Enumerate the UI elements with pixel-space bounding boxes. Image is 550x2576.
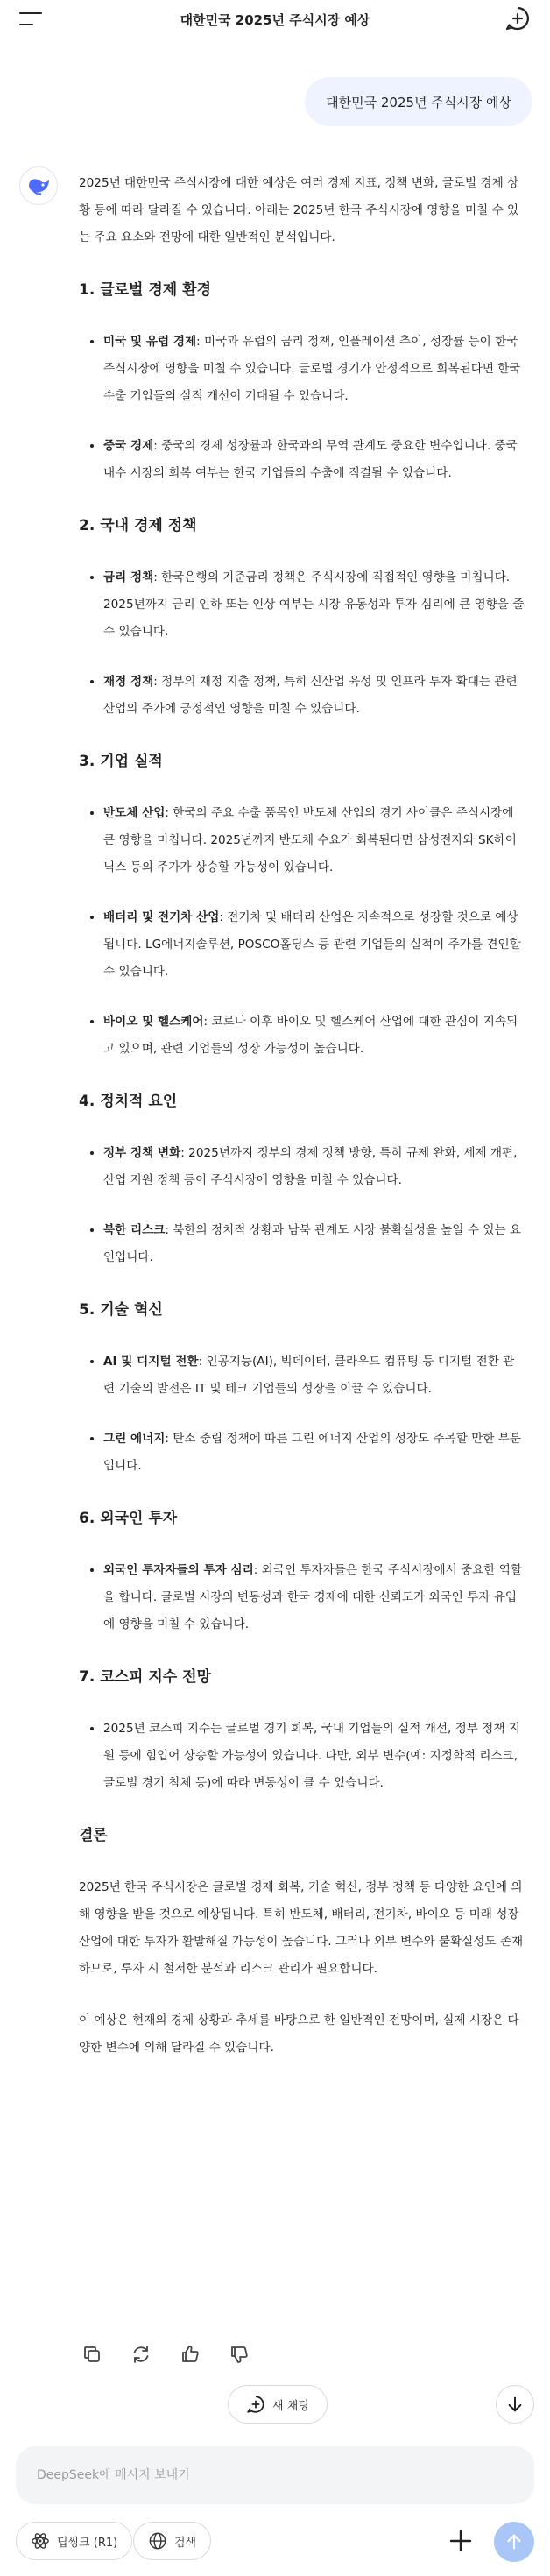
item-text: : 한국은행의 기준금리 정책은 주식시장에 직접적인 영향을 미칩니다. 2025년까지 금리 인하 또는 인상 여부는 시장 유동성과 투자 심리에 큰 영향을 줄 수 있습니다. — [103, 570, 525, 639]
item-text: : 한국의 주요 수출 품목인 반도체 산업의 경기 사이클은 주식시장에 큰 영향을 미칩니다. 2025년까지 반도체 수요가 회복된다면 삼성전자와 SK하이닉스 등의 주가가 상승할 가능성이 있습니다. — [103, 806, 517, 874]
composer-toolbar — [0, 2515, 550, 2567]
item-term: 배터리 및 전기차 산업 — [103, 910, 220, 924]
item-term: AI 및 디지털 전환 — [103, 1355, 199, 1369]
bullet-list — [79, 1140, 525, 1271]
attach-plus-icon[interactable] — [447, 2527, 475, 2555]
section-heading: 6. 외국인 투자 — [79, 1510, 178, 1527]
list-item — [103, 1217, 525, 1271]
arrow-up-icon — [504, 2532, 524, 2551]
list-item — [103, 1140, 525, 1194]
section-heading: 7. 코스피 지수 전망 — [79, 1668, 211, 1686]
list-item — [103, 433, 525, 487]
new-chat-icon[interactable] — [504, 5, 531, 32]
item-text: : 정부의 재정 지출 정책, 특히 신산업 육성 및 인프라 투자 확대는 관련 산업의 주가에 긍정적인 영향을 미칠 수 있습니다. — [103, 675, 518, 716]
item-text: : 전기차 및 배터리 산업은 지속적으로 성장할 것으로 예상됩니다. LG에너지솔루션, POSCO홀딩스 등 관련 기업들의 실적이 주가를 견인할 수 있습니다. — [103, 910, 521, 979]
top-bar — [0, 0, 550, 39]
item-text: : 2025년까지 정부의 경제 정책 방향, 특히 규제 완화, 세제 개편, 산업 지원 정책 등이 주식시장에 영향을 미칠 수 있습니다. — [103, 1146, 518, 1187]
globe-icon — [148, 2531, 167, 2551]
list-item — [103, 1008, 525, 1063]
message-input[interactable] — [35, 2467, 515, 2483]
message-actions — [79, 2341, 252, 2367]
item-text: : 외국인 투자자들은 한국 주식시장에서 중요한 역할을 합니다. 글로벌 시장의 변동성과 한국 경제에 대한 신뢰도가 외국인 투자 유입에 영향을 미칠 수 있습니다. — [103, 1563, 523, 1631]
item-text: : 인공지능(AI), 빅데이터, 클라우드 컴퓨팅 등 디지털 전환 관련 기술의 발전은 IT 및 테크 기업들의 성장을 이끌 수 있습니다. — [103, 1355, 515, 1396]
bullet-list — [79, 329, 525, 487]
regenerate-icon[interactable] — [128, 2341, 154, 2367]
item-term: 북한 리스크 — [103, 1223, 166, 1237]
bullet-list — [79, 1557, 525, 1638]
list-item — [103, 329, 525, 410]
scroll-down-button[interactable] — [496, 2385, 534, 2424]
list-item — [103, 1426, 525, 1480]
answer-intro: 2025년 대한민국 주식시장에 대한 예상은 여러 경제 지표, 정책 변화, 글로벌 경제 상황 등에 따라 달라질 수 있습니다. 아래는 2025년 한국 주식시장에 영향을 미칠 수 있는 주요 요소와 전망에 대한 일반적인 분석입니다. — [79, 176, 519, 244]
disclaimer-paragraph: 이 예상은 현재의 경제 상황과 추세를 바탕으로 한 일반적인 전망이며, 실제 시장은 다양한 변수에 의해 달라질 수 있습니다. — [79, 2013, 519, 2055]
item-term: 그린 에너지 — [103, 1432, 166, 1446]
new-chat-button[interactable] — [228, 2385, 328, 2424]
item-term: 정부 정책 변화 — [103, 1146, 181, 1160]
bullet-list — [79, 564, 525, 723]
deepthink-label: 딥씽크 (R1) — [57, 2536, 118, 2550]
list-item — [103, 669, 525, 723]
new-chat-small-icon — [246, 2395, 265, 2414]
list-item — [103, 1716, 525, 1797]
item-term: 반도체 산업 — [103, 806, 166, 820]
item-text: : 탄소 중립 정책에 따른 그린 에너지 산업의 성장도 주목할 만한 부분입니다. — [103, 1432, 522, 1473]
section-heading: 5. 기술 혁신 — [79, 1301, 163, 1319]
item-term: 중국 경제 — [103, 439, 154, 453]
bullet-list — [79, 1716, 525, 1797]
section-heading: 4. 정치적 요인 — [79, 1093, 178, 1110]
section-heading: 3. 기업 실적 — [79, 753, 163, 770]
send-button[interactable] — [494, 2522, 534, 2562]
list-item — [103, 800, 525, 881]
item-term: 바이오 및 헬스케어 — [103, 1015, 204, 1029]
list-item — [103, 904, 525, 986]
bullet-list — [79, 1348, 525, 1480]
list-item — [103, 1557, 525, 1638]
item-text: : 코로나 이후 바이오 및 헬스케어 산업에 대한 관심이 지속되고 있으며, 관련 기업들의 성장 가능성이 높습니다. — [103, 1015, 518, 1056]
item-term: 재정 정책 — [103, 675, 154, 689]
item-term: 미국 및 유럽 경제 — [103, 335, 197, 349]
item-term: 외국인 투자자들의 투자 심리 — [103, 1563, 254, 1577]
user-message-bubble: 대한민국 2025년 주식시장 예상 — [305, 77, 532, 126]
search-toggle[interactable] — [133, 2522, 211, 2560]
deepthink-toggle[interactable] — [16, 2522, 132, 2560]
search-label: 검색 — [174, 2536, 197, 2550]
message-input-container — [16, 2446, 534, 2504]
bullet-list — [79, 800, 525, 1063]
list-item — [103, 1348, 525, 1403]
arrow-down-icon — [505, 2395, 525, 2414]
section-heading: 1. 글로벌 경제 환경 — [79, 281, 211, 299]
assistant-answer — [79, 170, 525, 2086]
item-text: : 중국의 경제 성장률과 한국과의 무역 관계도 중요한 변수입니다. 중국 내수 시장의 회복 여부는 한국 기업들의 수출에 직결될 수 있습니다. — [103, 439, 518, 480]
list-item — [103, 564, 525, 646]
item-text: 2025년 코스피 지수는 글로벌 경기 회복, 국내 기업들의 실적 개선, 정부 정책 지원 등에 힘입어 상승할 가능성이 있습니다. 다만, 외부 변수(예: 지정학적 리스크, 글로벌 경기 침체 등)에 따라 변동성이 클 수 있습니다. — [103, 1722, 520, 1790]
item-text: : 북한의 정치적 상황과 남북 관계도 시장 불확실성을 높일 수 있는 요인입니다. — [103, 1223, 522, 1264]
new-chat-label: 새 채팅 — [272, 2399, 309, 2413]
section-heading: 2. 국내 경제 정책 — [79, 517, 197, 534]
item-text: : 미국과 유럽의 금리 정책, 인플레이션 추이, 성장률 등이 한국 주식시장에 영향을 미칠 수 있습니다. 글로벌 경기가 안정적으로 회복된다면 한국 수출 기업들의 실적 개선이 기대될 수 있습니다. — [103, 335, 521, 403]
copy-icon[interactable] — [79, 2341, 105, 2367]
item-term: 금리 정책 — [103, 570, 154, 584]
conclusion-heading: 결론 — [79, 1827, 108, 1844]
page-title: 대한민국 2025년 주식시장 예상 — [180, 12, 370, 28]
thumbs-down-icon[interactable] — [226, 2341, 252, 2367]
deepseek-logo-icon — [19, 166, 58, 205]
conclusion-paragraph: 2025년 한국 주식시장은 글로벌 경제 회복, 기술 혁신, 정부 정책 등 다양한 요인에 의해 영향을 받을 것으로 예상됩니다. 특히 반도체, 배터리, 전기차, 바이오 등 미래 성장 산업에 대한 투자가 활발해질 가능성이 높습니다. 그러나 외부 변수와 불확실성도 존재하므로, 투자 시 철저한 분석과 리스크 관리가 필요합니다. — [79, 1880, 524, 1976]
atom-icon — [31, 2531, 50, 2551]
thumbs-up-icon[interactable] — [177, 2341, 203, 2367]
